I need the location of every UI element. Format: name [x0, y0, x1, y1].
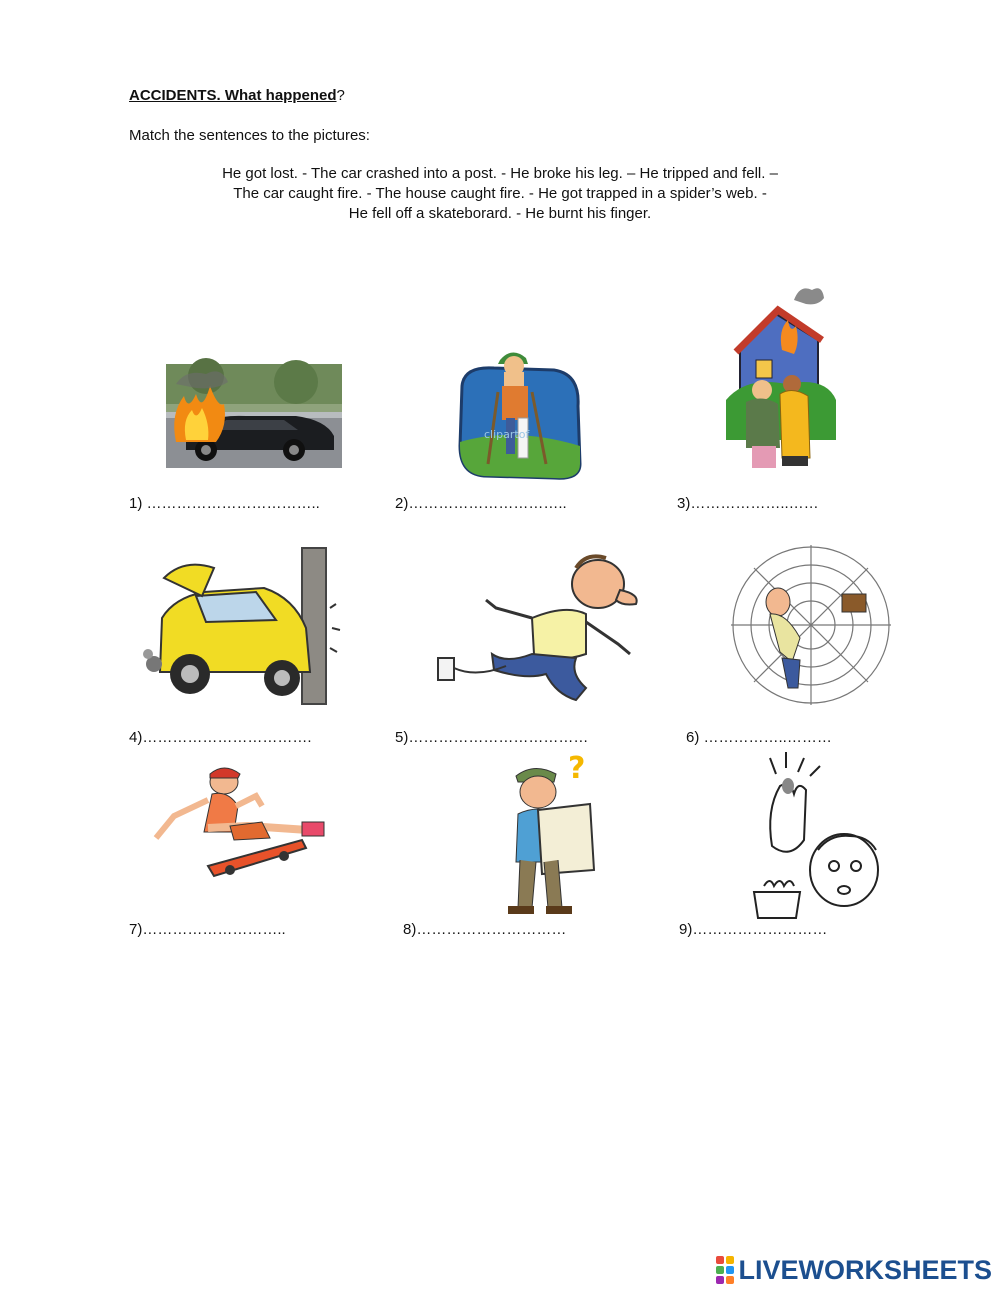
answer-dots: ……………………….. — [142, 921, 286, 938]
liveworksheets-logo — [716, 1255, 992, 1285]
answer-7 — [129, 921, 286, 938]
sentence-line-2: The car caught fire. - The house caught fire. - He got trapped in a spider’s web. - — [233, 185, 767, 202]
answer-3 — [677, 495, 819, 512]
answer-dots: ……………………………. — [142, 729, 312, 746]
answer-number: 9) — [679, 921, 693, 938]
man-tripping-icon — [436, 554, 642, 706]
sentence-line-3: He fell off a skateborard. - He burnt his finger. — [348, 205, 652, 222]
man-in-spider-web-icon — [726, 542, 896, 708]
answer-number: 1) — [129, 495, 143, 512]
title-main: ACCIDENTS. What happened — [129, 87, 337, 104]
car-crashed-into-post-icon — [144, 548, 350, 706]
sentence-bank — [100, 164, 900, 224]
instruction-text: Match the sentences to the pictures: — [129, 127, 370, 144]
answer-number: 4) — [129, 729, 143, 746]
logo-cubes-icon — [716, 1256, 734, 1284]
burning-car-photo — [166, 364, 342, 468]
answer-number: 8) — [403, 921, 417, 938]
answer-dots: ………………..…… — [690, 495, 819, 512]
boy-with-broken-leg-icon — [454, 346, 586, 482]
answer-dots: ………………………… — [416, 921, 567, 938]
boy-fell-off-skateboard-icon — [152, 766, 328, 882]
answer-1 — [129, 495, 320, 512]
answer-dots: …………………………….. — [142, 495, 320, 512]
answer-5 — [395, 729, 588, 746]
sentence-line-1: He got lost. - The car crashed into a post. - He broke his leg. – He tripped and fell. – — [222, 165, 778, 182]
answer-dots: ……………………………… — [408, 729, 589, 746]
burning-house-icon — [726, 280, 836, 480]
answer-number: 7) — [129, 921, 143, 938]
answer-4 — [129, 729, 312, 746]
title-suffix: ? — [336, 87, 345, 104]
answer-number: 5) — [395, 729, 409, 746]
worksheet-title — [129, 87, 345, 104]
answer-8 — [403, 921, 566, 938]
watermark-text: clipartof — [484, 428, 530, 441]
answer-dots: ………………………….. — [408, 495, 567, 512]
answer-2 — [395, 495, 567, 512]
answer-dots: ……………..……… — [699, 729, 832, 746]
answer-6 — [686, 729, 832, 746]
answer-number: 6) — [686, 729, 700, 746]
answer-number: 3) — [677, 495, 691, 512]
svg-text:?: ? — [568, 751, 586, 786]
answer-9 — [679, 921, 827, 938]
lost-man-with-map-icon — [504, 752, 600, 918]
logo-text: LIVEWORKSHEETS — [738, 1254, 992, 1285]
answer-dots: ……………………… — [692, 921, 828, 938]
burnt-finger-icon — [740, 750, 888, 920]
answer-number: 2) — [395, 495, 409, 512]
